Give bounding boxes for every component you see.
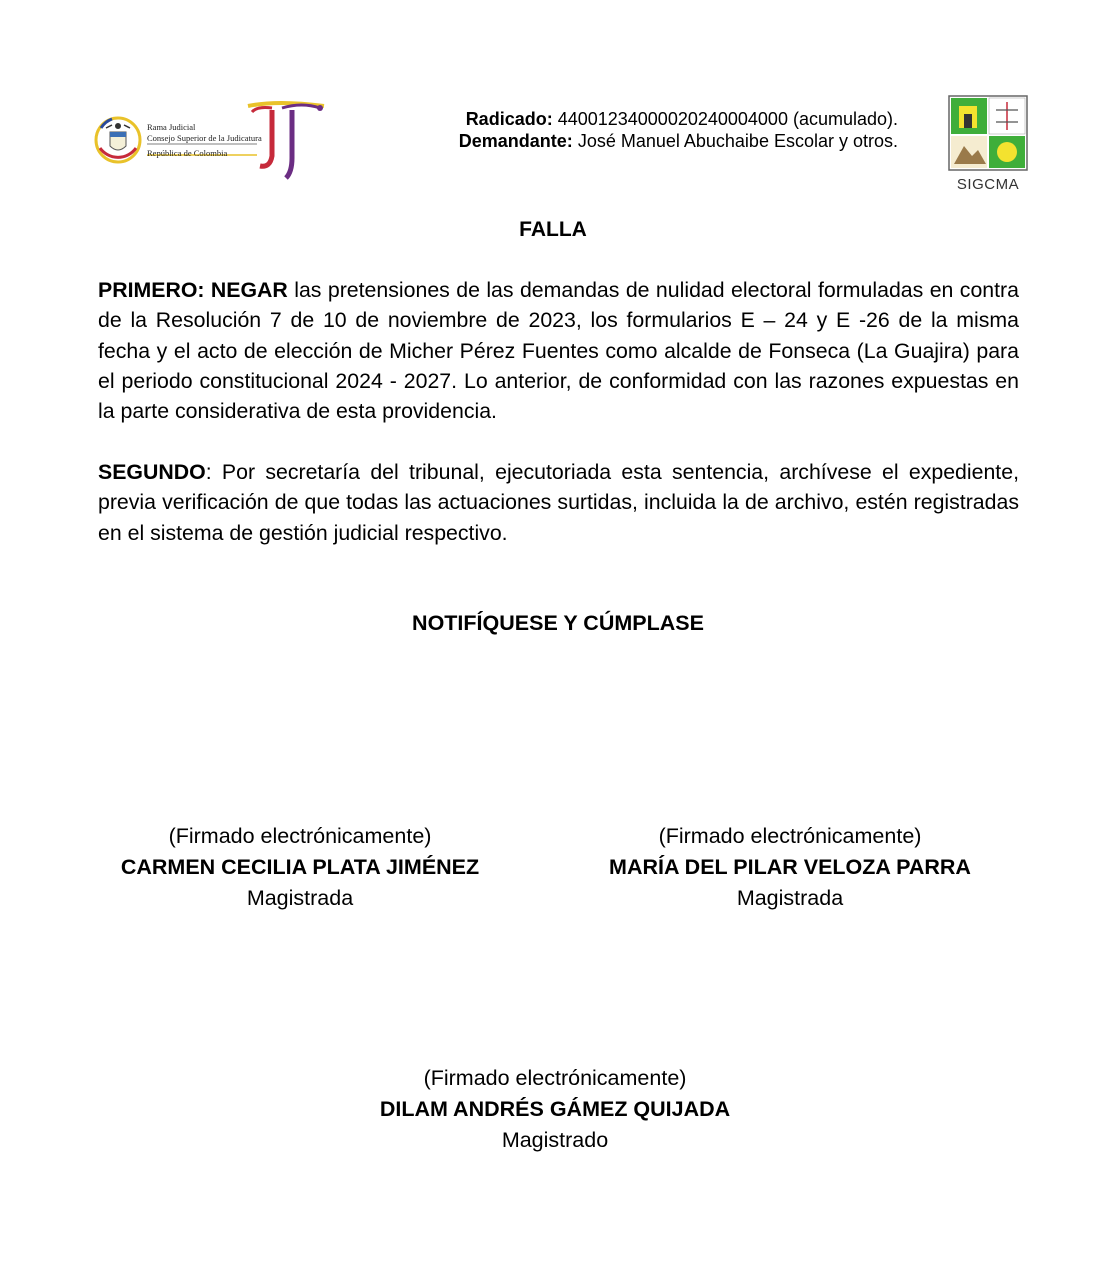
signature-block	[570, 821, 1010, 914]
rama-judicial-line2: Consejo Superior de la Judicatura	[147, 132, 262, 143]
demandante-label: Demandante:	[458, 131, 573, 151]
paragraph-primero	[98, 275, 1019, 426]
rama-judicial-line1: Rama Judicial	[147, 122, 196, 132]
primero-text: las pretensiones de las demandas de nulidad electoral formuladas en contra de la Resolución 7 de 10 de noviembre de 2023, los formularios E – 24 y E -26 de la misma fecha y el acto de elección de Micher Pérez Fuentes como alcalde de Fonseca (La Guajira) para el periodo constitucional 2024 - 2027. Lo anterior, de conformidad con las razones expuestas en la parte considerativa de esta providencia.	[98, 278, 1019, 424]
signature-name: MARÍA DEL PILAR VELOZA PARRA	[609, 855, 971, 879]
signature-name: CARMEN CECILIA PLATA JIMÉNEZ	[120, 855, 480, 879]
paragraph-segundo	[98, 457, 1019, 548]
signature-role: Magistrada	[736, 886, 844, 910]
jt-monogram-icon	[92, 98, 332, 184]
signature-note: (Firmado electrónicamente)	[658, 824, 922, 848]
closing-statement: NOTIFÍQUESE Y CÚMPLASE	[412, 611, 704, 635]
signature-role: Magistrado	[501, 1128, 609, 1152]
sigcma-label: SIGCMA	[956, 176, 1020, 193]
rama-judicial-logo	[92, 98, 332, 184]
segundo-label: SEGUNDO	[98, 460, 206, 484]
demandante-value: José Manuel Abuchaibe Escolar y otros.	[572, 131, 898, 151]
signature-block	[335, 1063, 775, 1156]
signature-name: DILAM ANDRÉS GÁMEZ QUIJADA	[379, 1097, 731, 1121]
radicado-value: 44001234000020240004000 (acumulado).	[552, 109, 898, 129]
signature-role: Magistrada	[246, 886, 354, 910]
la-guajira-shield-icon	[946, 94, 1030, 174]
signature-note: (Firmado electrónicamente)	[423, 1066, 687, 1090]
signature-block	[80, 821, 520, 914]
rama-judicial-line3: República de Colombia	[147, 148, 228, 158]
primero-label: PRIMERO: NEGAR	[98, 278, 288, 302]
radicado-label: Radicado:	[465, 109, 553, 129]
signature-note: (Firmado electrónicamente)	[168, 824, 432, 848]
sigcma-logo	[946, 94, 1030, 198]
document-title: FALLA	[519, 218, 587, 241]
radicado-line	[459, 108, 898, 130]
segundo-text: : Por secretaría del tribunal, ejecutoriada esta sentencia, archívese el expediente, previa verificación de que todas las actuaciones surtidas, incluida la de archivo, estén registradas en el sistema de gestión judicial respectivo.	[98, 460, 1019, 545]
case-header	[459, 108, 898, 152]
demandante-line	[459, 130, 898, 152]
